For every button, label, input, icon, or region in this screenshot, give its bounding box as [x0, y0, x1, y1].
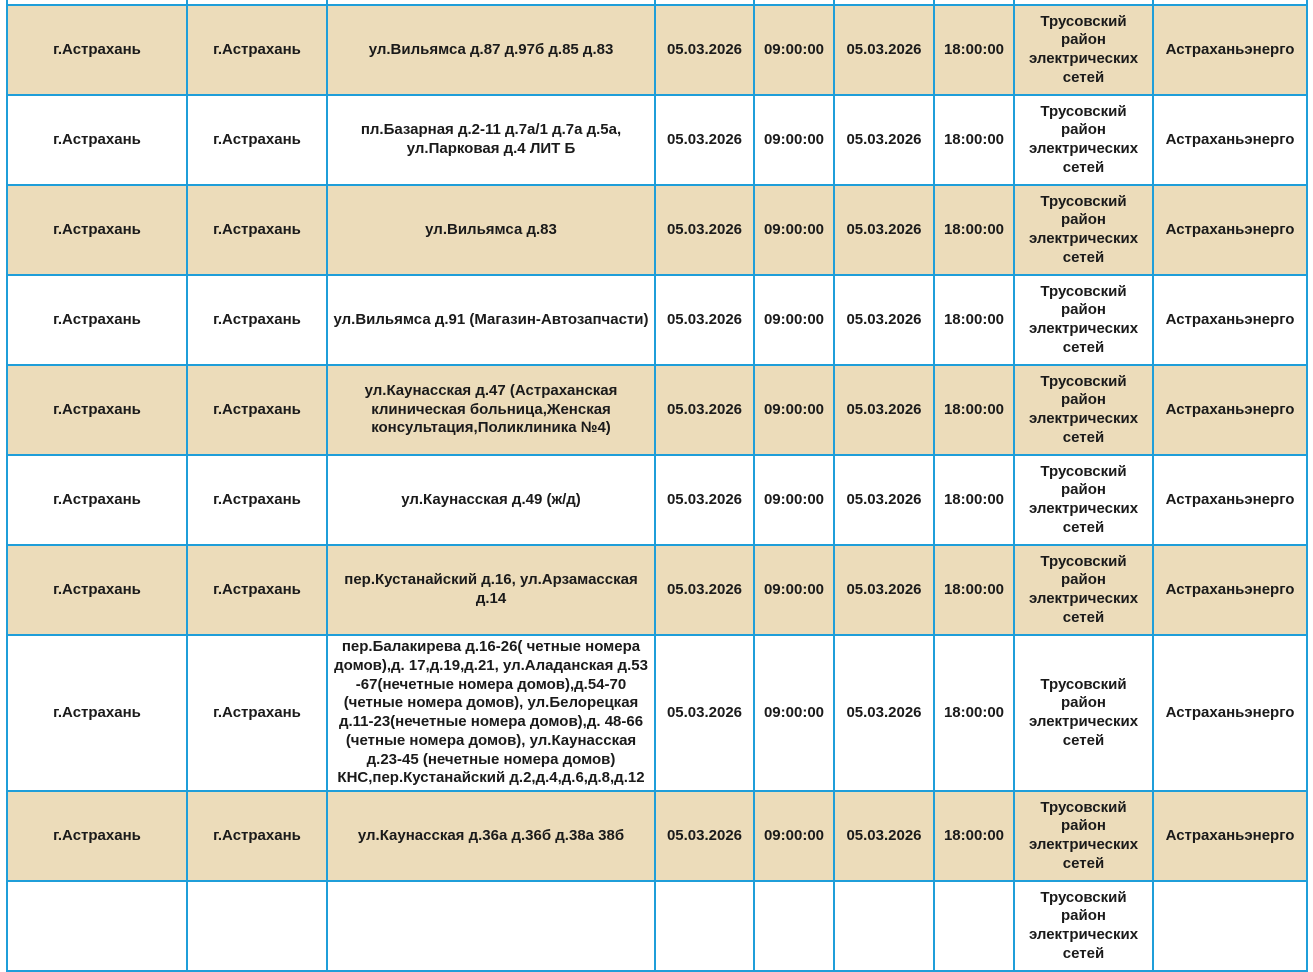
table-row — [7, 95, 1307, 185]
cell-network-district: Трусовский район электрических сетей — [1014, 5, 1153, 95]
table-row — [7, 791, 1307, 881]
cell-time-start: 09:00:00 — [754, 455, 834, 545]
cell-network-district: Трусовский район электрических сетей — [1014, 881, 1153, 971]
cell-city: г.Астрахань — [187, 635, 327, 791]
cell-time-end: 18:00:00 — [934, 791, 1014, 881]
cell-address: ул.Каунасская д.36а д.36б д.38а 38б — [327, 791, 655, 881]
cell-date-start: 05.03.2026 — [655, 5, 754, 95]
table-row — [7, 5, 1307, 95]
cell-network-district: Трусовский район электрических сетей — [1014, 545, 1153, 635]
cell-city: г.Астрахань — [187, 275, 327, 365]
cell-date-start: 05.03.2026 — [655, 95, 754, 185]
cell-date-end — [834, 881, 934, 971]
cell-organization — [1153, 881, 1307, 971]
cell-network-district: Трусовский район электрических сетей — [1014, 455, 1153, 545]
cell-time-start: 09:00:00 — [754, 791, 834, 881]
cell-city: г.Астрахань — [187, 455, 327, 545]
cell-region: г.Астрахань — [7, 545, 187, 635]
table-row — [7, 455, 1307, 545]
cell-date-start: 05.03.2026 — [655, 791, 754, 881]
cell-address: ул.Вильямса д.91 (Магазин-Автозапчасти) — [327, 275, 655, 365]
cell-time-end: 18:00:00 — [934, 545, 1014, 635]
cell-address: ул.Каунасская д.49 (ж/д) — [327, 455, 655, 545]
cell-date-start: 05.03.2026 — [655, 455, 754, 545]
table-row — [7, 545, 1307, 635]
cell-time-start — [754, 881, 834, 971]
cell-network-district: Трусовский район электрических сетей — [1014, 365, 1153, 455]
cell-time-start: 09:00:00 — [754, 365, 834, 455]
cell-time-end: 18:00:00 — [934, 455, 1014, 545]
cell-address: ул.Вильямса д.83 — [327, 185, 655, 275]
cell-organization: Астраханьэнерго — [1153, 635, 1307, 791]
cell-city: г.Астрахань — [187, 5, 327, 95]
cell-organization: Астраханьэнерго — [1153, 365, 1307, 455]
cell-time-start: 09:00:00 — [754, 185, 834, 275]
cell-network-district: Трусовский район электрических сетей — [1014, 275, 1153, 365]
cell-date-start: 05.03.2026 — [655, 545, 754, 635]
cell-date-start — [655, 881, 754, 971]
cell-date-end: 05.03.2026 — [834, 635, 934, 791]
cell-date-start: 05.03.2026 — [655, 185, 754, 275]
cell-region — [7, 881, 187, 971]
cell-time-end — [934, 881, 1014, 971]
cell-address — [327, 881, 655, 971]
cell-region: г.Астрахань — [7, 275, 187, 365]
cell-organization: Астраханьэнерго — [1153, 455, 1307, 545]
cell-date-end: 05.03.2026 — [834, 791, 934, 881]
cell-time-end: 18:00:00 — [934, 635, 1014, 791]
cell-network-district: Трусовский район электрических сетей — [1014, 791, 1153, 881]
cell-address: пер.Кустанайский д.16, ул.Арзамасская д.14 — [327, 545, 655, 635]
cell-organization: Астраханьэнерго — [1153, 545, 1307, 635]
cell-date-end: 05.03.2026 — [834, 365, 934, 455]
table-row — [7, 881, 1307, 971]
cell-address: пер.Балакирева д.16-26( четные номера домов),д. 17,д.19,д.21, ул.Аладанская д.53 -67(нечетные номера домов),д.54-70 (четные номера домов), ул.Белорецкая д.11-23(нечетные номера домов),д. 48-66 (четные номера домов), ул.Каунасская д.23-45 (нечетные номера домов) КНС,пер.Кустанайский д.2,д.4,д.6,д.8,д.12 — [327, 635, 655, 791]
cell-region: г.Астрахань — [7, 185, 187, 275]
table-row — [7, 635, 1307, 791]
cell-organization: Астраханьэнерго — [1153, 275, 1307, 365]
cell-time-end: 18:00:00 — [934, 5, 1014, 95]
table-row — [7, 185, 1307, 275]
cell-date-end: 05.03.2026 — [834, 5, 934, 95]
cell-time-start: 09:00:00 — [754, 95, 834, 185]
cell-date-end: 05.03.2026 — [834, 455, 934, 545]
cell-network-district: Трусовский район электрических сетей — [1014, 185, 1153, 275]
cell-time-end: 18:00:00 — [934, 275, 1014, 365]
cell-region: г.Астрахань — [7, 635, 187, 791]
cell-time-end: 18:00:00 — [934, 95, 1014, 185]
cell-region: г.Астрахань — [7, 455, 187, 545]
cell-city: г.Астрахань — [187, 185, 327, 275]
cell-network-district: Трусовский район электрических сетей — [1014, 95, 1153, 185]
cell-organization: Астраханьэнерго — [1153, 185, 1307, 275]
cell-city: г.Астрахань — [187, 365, 327, 455]
cell-date-end: 05.03.2026 — [834, 545, 934, 635]
cell-region: г.Астрахань — [7, 5, 187, 95]
outage-schedule-container — [6, 0, 1306, 972]
cell-time-start: 09:00:00 — [754, 635, 834, 791]
cell-region: г.Астрахань — [7, 365, 187, 455]
cell-time-start: 09:00:00 — [754, 5, 834, 95]
cell-city: г.Астрахань — [187, 545, 327, 635]
cell-city: г.Астрахань — [187, 791, 327, 881]
cell-city: г.Астрахань — [187, 95, 327, 185]
cell-organization: Астраханьэнерго — [1153, 791, 1307, 881]
cell-time-end: 18:00:00 — [934, 185, 1014, 275]
cell-city — [187, 881, 327, 971]
table-row — [7, 365, 1307, 455]
table-row — [7, 275, 1307, 365]
outage-table-body — [7, 0, 1307, 971]
cell-address: ул.Вильямса д.87 д.97б д.85 д.83 — [327, 5, 655, 95]
cell-organization: Астраханьэнерго — [1153, 5, 1307, 95]
cell-time-end: 18:00:00 — [934, 365, 1014, 455]
cell-date-start: 05.03.2026 — [655, 275, 754, 365]
cell-date-end: 05.03.2026 — [834, 95, 934, 185]
cell-time-start: 09:00:00 — [754, 275, 834, 365]
cell-network-district: Трусовский район электрических сетей — [1014, 635, 1153, 791]
outage-table — [6, 0, 1308, 972]
cell-date-start: 05.03.2026 — [655, 365, 754, 455]
cell-address: ул.Каунасская д.47 (Астраханская клиническая больница,Женская консультация,Поликлиника №4) — [327, 365, 655, 455]
cell-date-end: 05.03.2026 — [834, 185, 934, 275]
cell-organization: Астраханьэнерго — [1153, 95, 1307, 185]
cell-date-start: 05.03.2026 — [655, 635, 754, 791]
cell-time-start: 09:00:00 — [754, 545, 834, 635]
cell-region: г.Астрахань — [7, 791, 187, 881]
cell-date-end: 05.03.2026 — [834, 275, 934, 365]
cell-address: пл.Базарная д.2-11 д.7а/1 д.7а д.5а, ул.Парковая д.4 ЛИТ Б — [327, 95, 655, 185]
cell-region: г.Астрахань — [7, 95, 187, 185]
